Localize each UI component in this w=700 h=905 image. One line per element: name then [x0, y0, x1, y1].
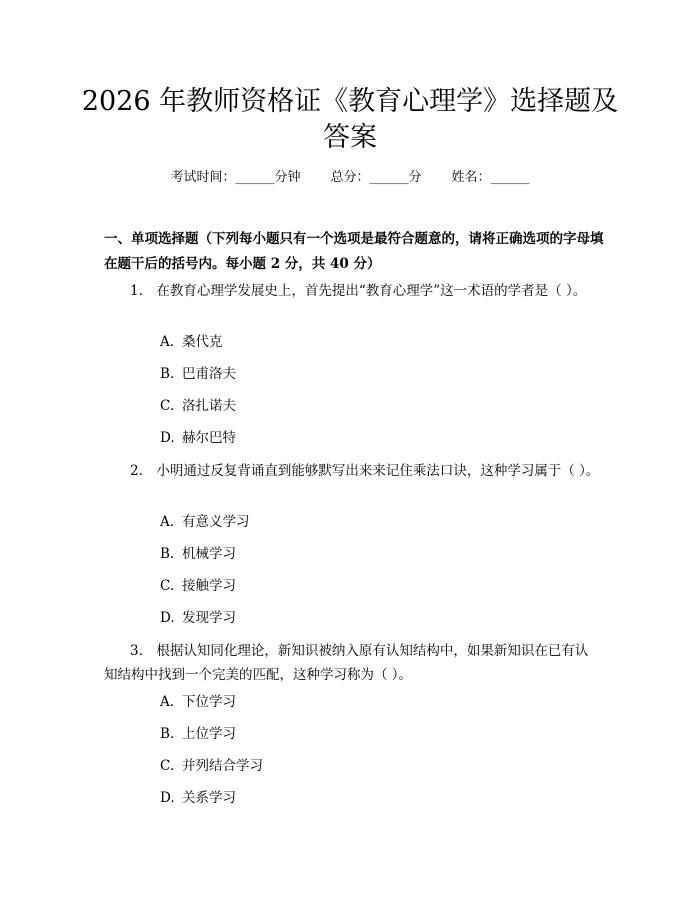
option-letter: B. [160, 546, 175, 562]
option-letter: D. [160, 790, 175, 806]
option-text: 赫尔巴特 [182, 430, 236, 446]
question-1-text: 1. 在教育心理学发展史上，首先提出“教育心理学”这一术语的学者是（ ）。 [130, 283, 587, 299]
option-text: 桑代克 [182, 334, 223, 350]
option-text: 关系学习 [182, 790, 236, 806]
time-blank: ______ [235, 170, 275, 185]
question-2-option-b [160, 544, 236, 564]
name-blank: ______ [490, 170, 530, 185]
option-text: 有意义学习 [182, 514, 250, 530]
question-3-option-b [160, 724, 236, 744]
option-letter: C. [160, 578, 175, 594]
option-text: 机械学习 [182, 546, 236, 562]
score-blank: ______ [369, 170, 409, 185]
title-line-1: 2026 年教师资格证《教育心理学》选择题及 [81, 86, 619, 117]
name-label: 姓名： [451, 170, 491, 185]
question-3-option-d [160, 788, 236, 808]
question-1-option-c [160, 396, 236, 416]
option-letter: A. [160, 514, 175, 530]
option-text: 洛扎诺夫 [182, 398, 236, 414]
question-3-option-c [160, 756, 263, 776]
option-letter: B. [160, 366, 175, 382]
option-text: 并列结合学习 [182, 758, 263, 774]
exam-info-line [0, 168, 700, 188]
option-text: 上位学习 [182, 726, 236, 742]
option-letter: A. [160, 334, 175, 350]
option-letter: D. [160, 430, 175, 446]
time-label: 考试时间： [170, 170, 236, 185]
question-2-option-a [160, 512, 250, 532]
option-letter: B. [160, 726, 175, 742]
question-2-option-c [160, 576, 236, 596]
question-3-text: 3. 根据认知同化理论，新知识被纳入原有认知结构中，如果新知识在已有认知结构中找到一个完美的匹配，这种学习称为（ ）。 [104, 643, 589, 683]
question-2-option-d [160, 608, 236, 628]
question-3-option-a [160, 692, 236, 712]
score-unit: 分 [408, 170, 422, 185]
option-text: 接触学习 [182, 578, 236, 594]
option-letter: D. [160, 610, 175, 626]
option-letter: C. [160, 758, 175, 774]
time-unit: 分钟 [274, 170, 301, 185]
question-1-option-d [160, 428, 236, 448]
section-heading: 一、单项选择题（下列每小题只有一个选项是最符合题意的，请将正确选项的字母填在题干后的括号内。每小题 2 分，共 40 分） [104, 231, 604, 272]
score-label: 总分： [330, 170, 370, 185]
option-letter: C. [160, 398, 175, 414]
option-text: 下位学习 [182, 694, 236, 710]
option-letter: A. [160, 694, 175, 710]
option-text: 巴甫洛夫 [182, 366, 236, 382]
option-text: 发现学习 [182, 610, 236, 626]
question-1-option-b [160, 364, 236, 384]
question-1-option-a [160, 332, 223, 352]
question-2-text: 2. 小明通过反复背诵直到能够默写出来来记住乘法口诀，这种学习属于（ ）。 [130, 463, 600, 479]
title-line-2: 答案 [323, 122, 377, 153]
